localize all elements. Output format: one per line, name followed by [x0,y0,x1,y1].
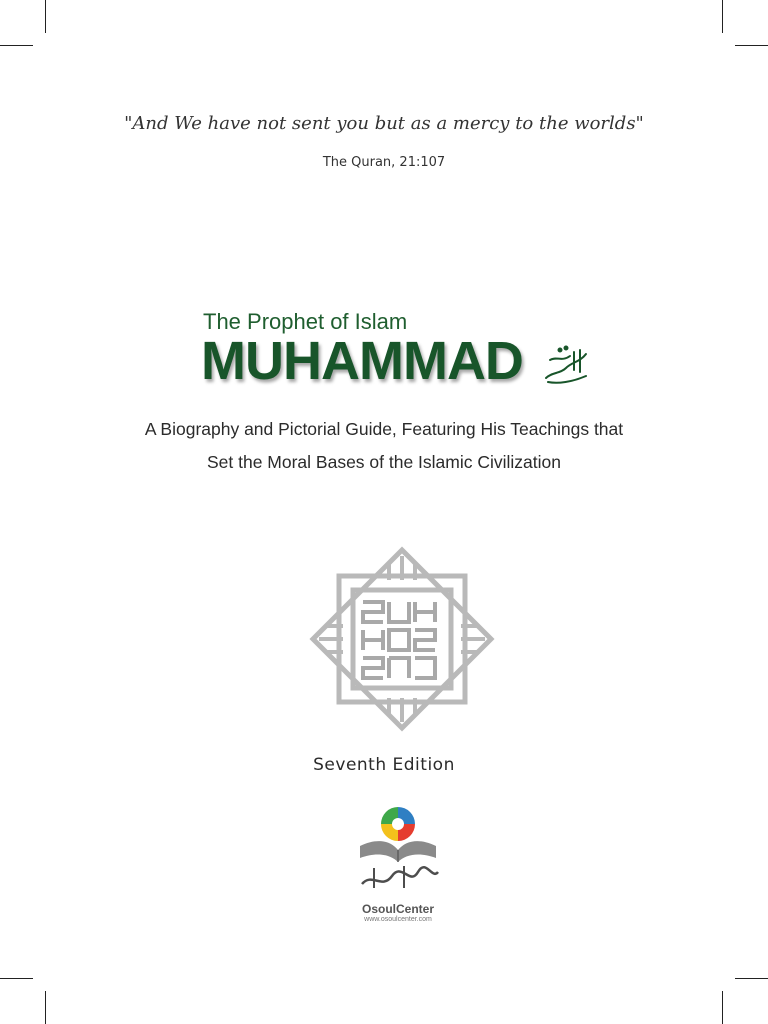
main-title: MUHAMMAD [201,331,523,391]
crop-mark [45,0,46,33]
calligraphy-seal-icon [540,342,592,386]
book-description [0,413,768,479]
crop-mark [735,978,768,979]
crop-mark [735,45,768,46]
quote-citation: The Quran, 21:107 [322,155,446,170]
quran-quote: "And We have not sent you but as a mercy to the worlds" [124,113,644,134]
publisher-website: www.osoulcenter.com [364,916,432,923]
crop-mark [45,991,46,1024]
edition-label: Seventh Edition [313,755,455,775]
crop-mark [0,978,33,979]
publisher-name: OsoulCenter [361,902,434,916]
description-line1: A Biography and Pictorial Guide, Featuring His Teachings that [144,419,624,439]
crop-mark [722,0,723,33]
description-line2: Set the Moral Bases of the Islamic Civilization [206,452,562,472]
crop-mark [722,991,723,1024]
title-line1: The Prophet of Islam [203,309,408,334]
crop-mark [0,45,33,46]
kufic-square-emblem-icon [309,546,495,732]
